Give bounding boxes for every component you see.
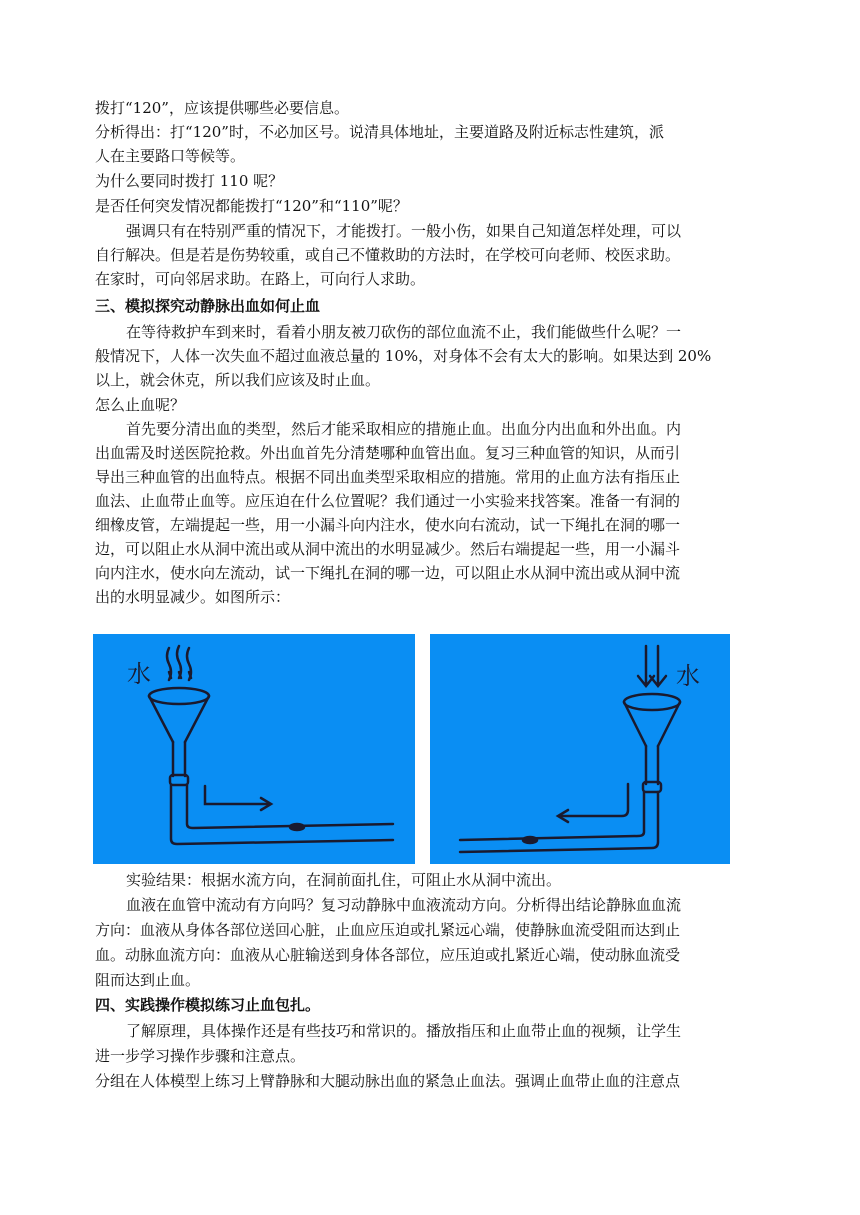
- paragraph-line: 导出三种血管的出血特点。根据不同出血类型采取相应的措施。常用的止血方法有指压止: [95, 468, 681, 486]
- paragraph-line: 首先要分清出血的类型，然后才能采取相应的措施止血。出血分内出血和外出血。内: [126, 420, 682, 438]
- paragraph-line: 拨打“120”，应该提供哪些必要信息。: [95, 99, 349, 117]
- paragraph-line: 人在主要路口等候等。: [95, 147, 246, 165]
- paragraph-line: 实验结果：根据水流方向，在洞前面扎住，可阻止水从洞中流出。: [126, 871, 562, 889]
- paragraph-line: 细橡皮管，左端提起一些，用一小漏斗向内注水，使水向右流动，试一下绳扎在洞的哪一: [95, 516, 681, 534]
- paragraph-line: 进一步学习操作步骤和注意点。: [95, 1047, 306, 1065]
- paragraph-line: 分析得出：打“120”时，不必加区号。说清具体地址，主要道路及附近标志性建筑，派: [95, 123, 664, 141]
- section-heading: 四、实践操作模拟练习止血包扎。: [95, 996, 321, 1014]
- paragraph-line: 向内注水，使水向左流动，试一下绳扎在洞的哪一边，可以阻止水从洞中流出或从洞中流: [95, 564, 681, 582]
- paragraph-line: 以上，就会休克，所以我们应该及时止血。: [95, 371, 381, 389]
- funnel-drawing-left: [93, 634, 415, 864]
- paragraph-line: 方向：血液从身体各部位送回心脏，止血应压迫或扎紧远心端，使静脉血流受阻而达到止: [95, 921, 681, 939]
- paragraph-line: 在家时，可向邻居求助。在路上，可向行人求助。: [95, 270, 426, 288]
- paragraph-line: 自行解决。但是若是伤势较重，或自己不懂救助的方法时，在学校可向老师、校医求助。: [95, 246, 681, 264]
- section-heading: 三、模拟探究动静脉出血如何止血: [95, 297, 321, 315]
- water-label-left: 水: [127, 660, 151, 688]
- paragraph-line: 阻而达到止血。: [95, 971, 201, 989]
- paragraph-line: 边，可以阻止水从洞中流出或从洞中流出的水明显减少。然后右端提起一些，用一小漏斗: [95, 540, 681, 558]
- paragraph-line: 是否任何突发情况都能拨打“120”和“110”呢？: [95, 197, 408, 215]
- experiment-photo-right: [430, 634, 730, 864]
- paragraph-line: 出的水明显减少。如图所示：: [95, 588, 291, 606]
- paragraph-line: 分组在人体模型上练习上臂静脉和大腿动脉出血的紧急止血法。强调止血带止血的注意点: [95, 1072, 681, 1090]
- paragraph-line: 血法、止血带止血等。应压迫在什么位置呢？我们通过一小实验来找答案。准备一有洞的: [95, 492, 681, 510]
- paragraph-line: 怎么止血呢？: [95, 396, 186, 414]
- experiment-photo-left: [93, 634, 415, 864]
- paragraph-line: 般情况下，人体一次失血不超过血液总量的 10%，对身体不会有太大的影响。如果达到 20%: [95, 347, 712, 365]
- funnel-drawing-right: [430, 634, 730, 864]
- paragraph-line: 了解原理，具体操作还是有些技巧和常识的。播放指压和止血带止血的视频，让学生: [126, 1022, 682, 1040]
- paragraph-line: 血液在血管中流动有方向吗？复习动静脉中血液流动方向。分析得出结论静脉血血流: [126, 896, 682, 914]
- paragraph-line: 在等待救护车到来时，看着小朋友被刀砍伤的部位血流不止，我们能做些什么呢？一: [126, 323, 682, 341]
- paragraph-line: 强调只有在特别严重的情况下，才能拨打。一般小伤，如果自己知道怎样处理，可以: [126, 222, 682, 240]
- paragraph-line: 出血需及时送医院抢救。外出血首先分清楚哪种血管出血。复习三种血管的知识，从而引: [95, 444, 681, 462]
- paragraph-line: 血。动脉血流方向：血液从心脏输送到身体各部位，应压迫或扎紧近心端，使动脉血流受: [95, 946, 681, 964]
- water-label-right: 水: [676, 662, 700, 690]
- paragraph-line: 为什么要同时拨打 110 呢？: [95, 172, 284, 190]
